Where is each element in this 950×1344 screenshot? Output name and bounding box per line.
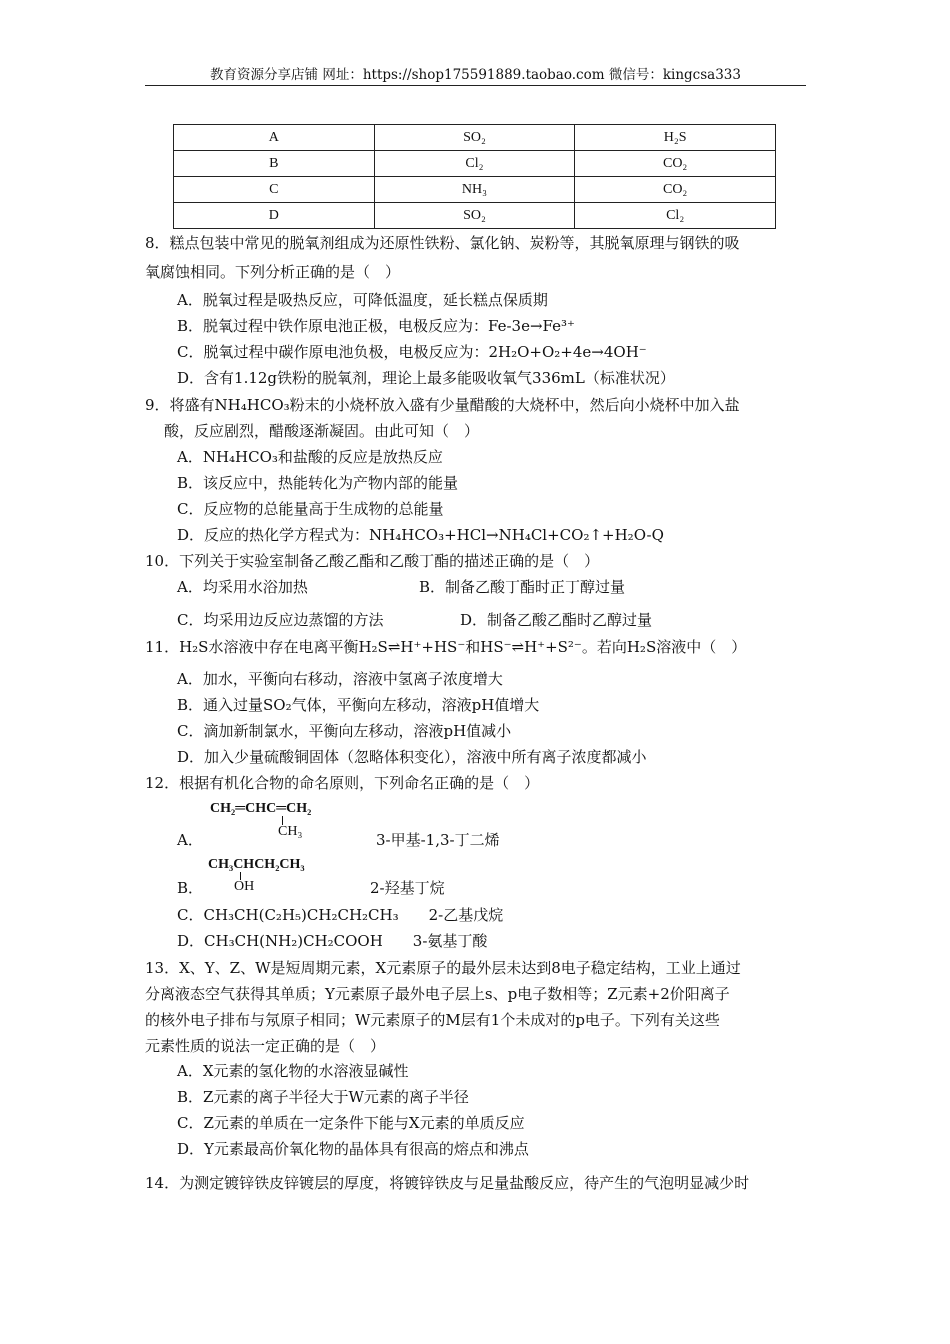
q10-option-d: D．制备乙酸乙酯时乙醇过量 (460, 611, 653, 629)
q12-b-substituent: OH (234, 879, 255, 894)
q8-stem-line2: 氧腐蚀相同。下列分析正确的是（ ） (145, 263, 401, 281)
q13-stem-line1: 13．X、Y、Z、W是短周期元素，X元素原子的最外层未达到8电子稳定结构，工业上通过 (145, 959, 741, 977)
q13-stem-line2: 分离液态空气获得其单质；Y元素原子最外电子层上s、p电子数相等；Z元素+2价阳离子 (145, 985, 730, 1003)
page-header: 教育资源分享店铺 网址：https://shop175591889.taobao.com 微信号：kingcsa333 (210, 67, 741, 83)
q14-stem: 14．为测定镀锌铁皮锌镀层的厚度，将镀锌铁皮与足量盐酸反应，待产生的气泡明显减少时 (145, 1174, 750, 1192)
header-divider (145, 85, 806, 86)
table-cell: Cl₂ (374, 151, 575, 177)
q10-option-a: A．均采用水浴加热 (177, 578, 308, 596)
q9-stem-line2: 酸，反应剧烈，醋酸逐渐凝固。由此可知（ ） (164, 422, 480, 440)
q8-option-b: B．脱氧过程中铁作原电池正极，电极反应为：Fe-3e→Fe³⁺ (177, 317, 575, 335)
table-cell: A (174, 125, 375, 151)
q12-stem: 12．根据有机化合物的命名原则，下列命名正确的是（ ） (145, 774, 540, 792)
q9-option-b: B．该反应中，热能转化为产物内部的能量 (177, 474, 459, 492)
table-cell: B (174, 151, 375, 177)
q8-option-a: A．脱氧过程是吸热反应，可降低温度，延长糕点保质期 (177, 291, 548, 309)
q12-b-formula: CH₃CHCH₂CH₃ (208, 857, 305, 872)
table-cell: SO₂ (374, 125, 575, 151)
q12-option-c: C．CH₃CH(C₂H₅)CH₂CH₂CH₃ 2-乙基戊烷 (177, 906, 504, 924)
q13-option-c: C．Z元素的单质在一定条件下能与X元素的单质反应 (177, 1114, 525, 1132)
q11-stem: 11．H₂S水溶液中存在电离平衡H₂S⇌H⁺+HS⁻和HS⁻⇌H⁺+S²⁻。若向H₂S溶液中（ ） (145, 638, 747, 656)
q9-option-a: A．NH₄HCO₃和盐酸的反应是放热反应 (177, 448, 443, 466)
q11-option-d: D．加入少量硫酸铜固体（忽略体积变化），溶液中所有离子浓度都减小 (177, 748, 647, 766)
table-row (174, 203, 776, 229)
q13-stem-line4: 元素性质的说法一定正确的是（ ） (145, 1037, 386, 1055)
q10-option-b: B．制备乙酸丁酯时正丁醇过量 (419, 578, 626, 596)
table-row (174, 125, 776, 151)
table-cell: C (174, 177, 375, 203)
q12-option-b-name: 2-羟基丁烷 (370, 879, 445, 897)
q12-option-a-name: 3-甲基-1,3-丁二烯 (376, 831, 500, 849)
table-row (174, 177, 776, 203)
q10-stem: 10．下列关于实验室制备乙酸乙酯和乙酸丁酯的描述正确的是（ ） (145, 552, 600, 570)
q13-option-b: B．Z元素的离子半径大于W元素的离子半径 (177, 1088, 469, 1106)
q8-option-c: C．脱氧过程中碳作原电池负极，电极反应为：2H₂O+O₂+4e→4OH⁻ (177, 343, 647, 361)
table-cell: NH₃ (374, 177, 575, 203)
q13-stem-line3: 的核外电子排布与氖原子相同；W元素原子的M层有1个未成对的p电子。下列有关这些 (145, 1011, 720, 1029)
q8-stem-line1: 8．糕点包装中常见的脱氧剂组成为还原性铁粉、氯化钠、炭粉等，其脱氧原理与钢铁的吸 (145, 234, 740, 252)
q11-option-b: B．通入过量SO₂气体，平衡向左移动，溶液pH值增大 (177, 696, 540, 714)
q11-option-c: C．滴加新制氯水，平衡向左移动，溶液pH值减小 (177, 722, 512, 740)
options-table (173, 124, 776, 229)
q12-option-a-label: A． (177, 831, 203, 849)
q9-stem-line1: 9．将盛有NH₄HCO₃粉末的小烧杯放入盛有少量醋酸的大烧杯中，然后向小烧杯中加入盐 (145, 396, 740, 414)
q11-option-a: A．加水，平衡向右移动，溶液中氢离子浓度增大 (177, 670, 503, 688)
q9-option-d: D．反应的热化学方程式为：NH₄HCO₃+HCl→NH₄Cl+CO₂↑+H₂O-Q (177, 526, 664, 544)
q12-option-d: D．CH₃CH(NH₂)CH₂COOH 3-氨基丁酸 (177, 932, 488, 950)
q12-a-substituent: CH₃ (278, 824, 303, 839)
q9-option-c: C．反应物的总能量高于生成物的总能量 (177, 500, 444, 518)
q8-option-d: D．含有1.12g铁粉的脱氧剂，理论上最多能吸收氧气336mL（标准状况） (177, 369, 675, 387)
table-cell: Cl₂ (575, 203, 776, 229)
table-cell: CO₂ (575, 151, 776, 177)
table-cell: D (174, 203, 375, 229)
table-row (174, 151, 776, 177)
q12-option-b-label: B． (177, 879, 204, 897)
q12-a-formula: CH₂═CHC═CH₂ (210, 801, 312, 816)
q13-option-d: D．Y元素最高价氧化物的晶体具有很高的熔点和沸点 (177, 1140, 529, 1158)
q10-option-c: C．均采用边反应边蒸馏的方法 (177, 611, 384, 629)
q13-option-a: A．X元素的氢化物的水溶液显碱性 (177, 1062, 409, 1080)
table-cell: H₂S (575, 125, 776, 151)
table-cell: SO₂ (374, 203, 575, 229)
table-cell: CO₂ (575, 177, 776, 203)
